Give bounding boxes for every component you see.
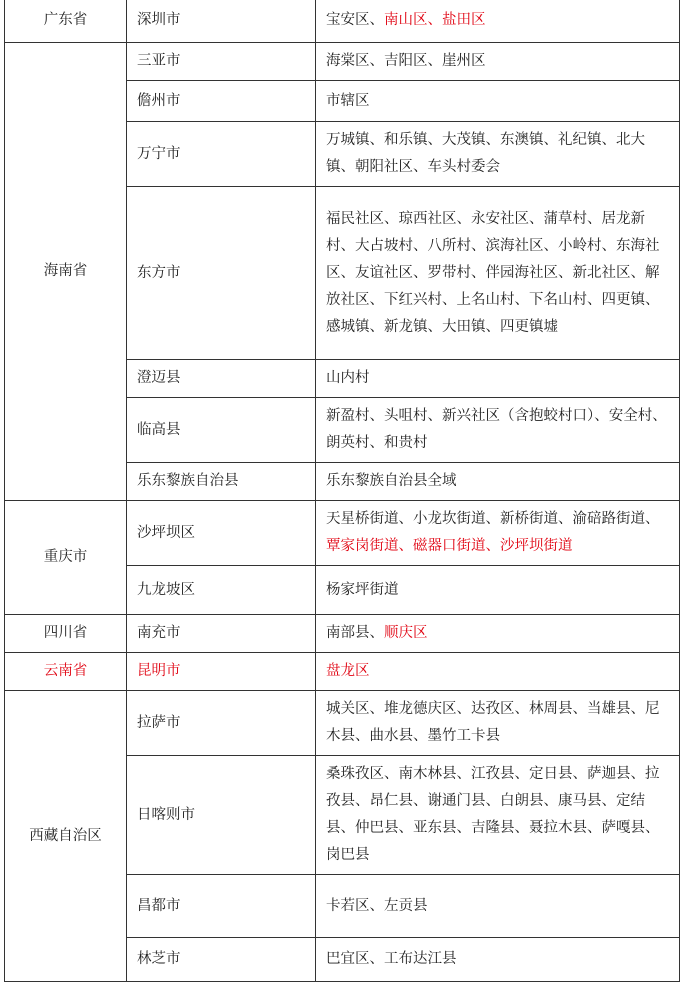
province-cell: 西藏自治区	[5, 691, 127, 982]
table-row	[5, 0, 680, 43]
area-cell: 新盈村、头咀村、新兴社区（含抱蛟村口）、安全村、朗英村、和贵村	[316, 398, 680, 463]
area-cell: 卡若区、左贡县	[316, 875, 680, 938]
city-cell: 三亚市	[127, 43, 316, 81]
table-row	[5, 615, 680, 653]
region-table	[4, 0, 680, 982]
city-cell: 沙坪坝区	[127, 501, 316, 566]
city-cell: 东方市	[127, 187, 316, 360]
area-text-highlight: 顺庆区	[384, 625, 428, 641]
area-cell: 万城镇、和乐镇、大茂镇、东澳镇、礼纪镇、北大镇、朝阳社区、车头村委会	[316, 122, 680, 187]
area-cell: 山内村	[316, 360, 680, 398]
city-cell: 林芝市	[127, 938, 316, 982]
area-cell: 市辖区	[316, 81, 680, 122]
area-cell: 乐东黎族自治县全域	[316, 463, 680, 501]
province-cell: 四川省	[5, 615, 127, 653]
city-cell: 昌都市	[127, 875, 316, 938]
area-cell: 巴宜区、工布达江县	[316, 938, 680, 982]
area-text-highlight: 覃家岗街道、磁器口街道、沙坪坝街道	[326, 538, 573, 554]
area-text: 南部县、	[326, 625, 384, 641]
area-text-highlight: 南山区、盐田区	[384, 12, 486, 28]
area-cell: 福民社区、琼西社区、永安社区、蒲草村、居龙新村、大占坡村、八所村、滨海社区、小岭村、东海社区、友谊社区、罗带村、伴园海社区、新北社区、解放社区、下红兴村、上名山村、下名山村、四更镇、感城镇、新龙镇、大田镇、四更镇墟	[316, 187, 680, 360]
area-cell	[316, 0, 680, 43]
area-cell	[316, 501, 680, 566]
table-row	[5, 691, 680, 756]
area-cell: 盘龙区	[316, 653, 680, 691]
city-cell: 南充市	[127, 615, 316, 653]
city-cell: 临高县	[127, 398, 316, 463]
province-cell: 云南省	[5, 653, 127, 691]
city-cell: 儋州市	[127, 81, 316, 122]
city-cell: 万宁市	[127, 122, 316, 187]
table-row	[5, 501, 680, 566]
table-row	[5, 653, 680, 691]
area-cell: 城关区、堆龙德庆区、达孜区、林周县、当雄县、尼木县、曲水县、墨竹工卡县	[316, 691, 680, 756]
city-cell: 深圳市	[127, 0, 316, 43]
city-cell: 日喀则市	[127, 756, 316, 875]
province-cell: 海南省	[5, 43, 127, 501]
area-cell: 桑珠孜区、南木林县、江孜县、定日县、萨迦县、拉孜县、昂仁县、谢通门县、白朗县、康马县、定结县、仲巴县、亚东县、吉隆县、聂拉木县、萨嘎县、岗巴县	[316, 756, 680, 875]
province-cell: 重庆市	[5, 501, 127, 615]
area-text: 宝安区、	[326, 12, 384, 28]
city-cell: 澄迈县	[127, 360, 316, 398]
city-cell: 九龙坡区	[127, 566, 316, 615]
table-row	[5, 43, 680, 81]
area-text: 天星桥街道、小龙坎街道、新桥街道、渝碚路街道、	[326, 511, 660, 527]
city-cell: 昆明市	[127, 653, 316, 691]
area-cell: 杨家坪街道	[316, 566, 680, 615]
area-cell: 海棠区、吉阳区、崖州区	[316, 43, 680, 81]
city-cell: 拉萨市	[127, 691, 316, 756]
province-cell: 广东省	[5, 0, 127, 43]
area-cell	[316, 615, 680, 653]
city-cell: 乐东黎族自治县	[127, 463, 316, 501]
